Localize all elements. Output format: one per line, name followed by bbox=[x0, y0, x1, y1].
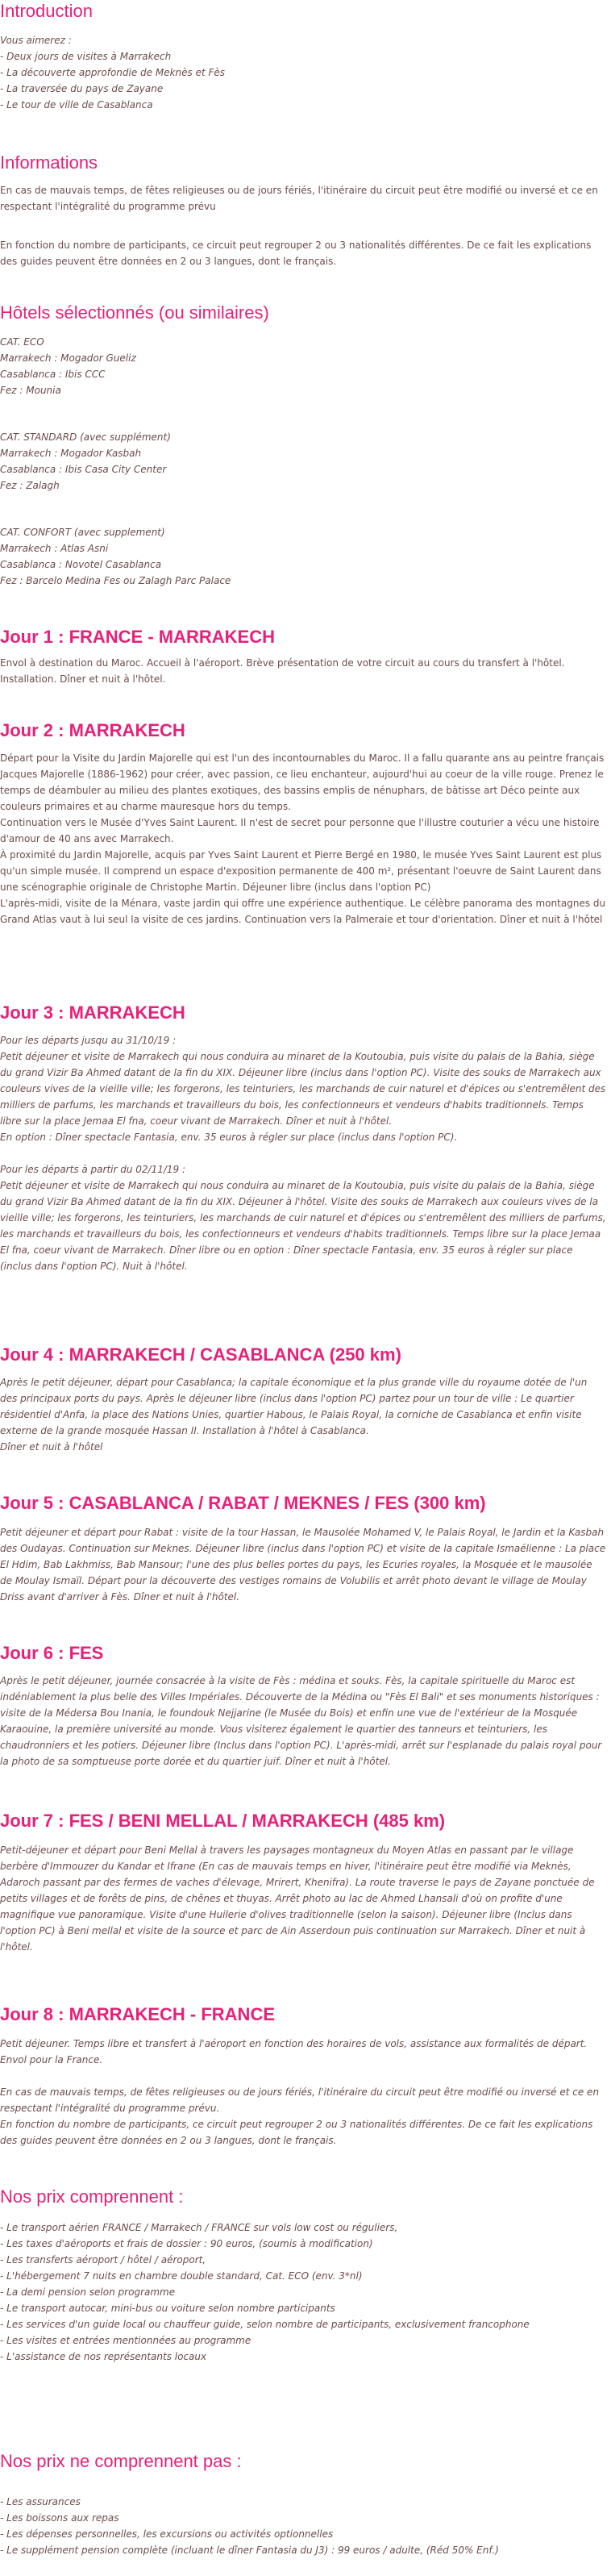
hotel-line: Marrakech : Atlas Asni bbox=[0, 543, 109, 554]
excluded-item: - Les boissons aux repas bbox=[0, 2512, 119, 2524]
hotels-group-eco bbox=[0, 334, 606, 398]
included-item: - L'assistance de nos représentants locaux bbox=[0, 2351, 207, 2362]
hotel-category: CAT. STANDARD (avec supplément) bbox=[0, 431, 171, 443]
informations-body-2 bbox=[0, 237, 606, 269]
included-item: - Le transport aérien FRANCE / Marrakech / FRANCE sur vols low cost ou réguliers, bbox=[0, 2222, 398, 2233]
included-title: Nos prix comprennent : bbox=[0, 2186, 184, 2207]
day-1-title: Jour 1 : FRANCE - MARRAKECH bbox=[0, 627, 275, 647]
day-4-title: Jour 4 : MARRAKECH / CASABLANCA (250 km) bbox=[0, 1344, 401, 1365]
informations-title: Informations bbox=[0, 152, 98, 173]
included-item: - Les transferts aéroport / hôtel / aéroport, bbox=[0, 2254, 206, 2265]
hotel-line: Casablanca : Ibis Casa City Center bbox=[0, 464, 167, 475]
hotel-category: CAT. ECO bbox=[0, 336, 44, 348]
day-1-text: Envol à destination du Maroc. Accueil à l'aéroport. Brève présentation de votre circuit au cours du transfert à l'hôtel. Installation. Dîner et nuit à l'hôtel. bbox=[0, 657, 565, 685]
included-item: - Le transport autocar, mini-bus ou voiture selon nombre participants bbox=[0, 2303, 335, 2314]
informations-paragraph: En cas de mauvais temps, de fêtes religieuses ou de jours fériés, l'itinéraire du circuit peut être modifié ou inversé et ce en respectant l'intégralité du programme prévu bbox=[0, 185, 598, 212]
day-4-text-wrap bbox=[0, 1374, 606, 1455]
day-6-text-wrap bbox=[0, 1673, 606, 1769]
intro-line: - Deux jours de visites à Marrakech bbox=[0, 51, 172, 62]
hotel-line: Marrakech : Mogador Kasbah bbox=[0, 448, 142, 459]
introduction-list bbox=[0, 32, 606, 113]
hotels-group-confort bbox=[0, 524, 606, 589]
intro-line: Vous aimerez : bbox=[0, 35, 72, 46]
informations-body bbox=[0, 182, 606, 215]
day-8-text-wrap bbox=[0, 2036, 606, 2149]
day-6-text: Après le petit déjeuner, journée consacrée à la visite de Fès : médina et souks. Fès, la capitale spirituelle du Maroc est indéniablement la plus belle des Villes Impériales. Découverte de la Médina ou "Fès El Bali" et ses monuments historiques : visite de la Médersa Bou Inania, le foundouk Nejjarine (le Musée du Bois) et enfin une vue de l'extérieur de la Mosquée Karaouine, la première université au monde. Vous visiterez également le quartier des tanneurs et teinturiers, les chaudronniers et les potiers. Déjeuner libre (Inclus dans l'option PC). L'après-midi, arrêt sur l'esplanade du palais royal pour la photo de sa somptueuse porte dorée et du quartier juif. Dîner et nuit à l'hôtel. bbox=[0, 1675, 602, 1767]
included-item: - Les services d'un guide local ou chauffeur guide, selon nombre de participants, exclusivement francophone bbox=[0, 2319, 530, 2330]
excluded-list bbox=[0, 2494, 606, 2558]
day-3-title: Jour 3 : MARRAKECH bbox=[0, 1002, 185, 1023]
intro-line: - La traversée du pays de Zayane bbox=[0, 83, 164, 94]
hotels-title: Hôtels sélectionnés (ou similaires) bbox=[0, 302, 269, 323]
intro-line: - Le tour de ville de Casablanca bbox=[0, 99, 153, 110]
hotel-line: Casablanca : Novotel Casablanca bbox=[0, 559, 162, 570]
included-item: - Les taxes d'aéroports et frais de dossier : 90 euros, (soumis à modification) bbox=[0, 2238, 373, 2249]
day-8-title: Jour 8 : MARRAKECH - FRANCE bbox=[0, 2004, 275, 2024]
day-6-title: Jour 6 : FES bbox=[0, 1643, 104, 1663]
hotel-line: Fez : Mounia bbox=[0, 385, 61, 396]
included-list bbox=[0, 2220, 606, 2365]
hotel-category: CAT. CONFORT (avec supplement) bbox=[0, 527, 165, 538]
day-7-title: Jour 7 : FES / BENI MELLAL / MARRAKECH (485 km) bbox=[0, 1811, 446, 1831]
hotel-line: Marrakech : Mogador Gueliz bbox=[0, 352, 136, 364]
informations-paragraph: En fonction du nombre de participants, ce circuit peut regrouper 2 ou 3 nationalités différentes. De ce fait les explications des guides peuvent être données en 2 ou 3 langues, dont le français. bbox=[0, 240, 592, 267]
hotel-line: Fez : Zalagh bbox=[0, 480, 60, 491]
day-4-text: Après le petit déjeuner, départ pour Casablanca; la capitale économique et la plus grande ville du royaume dotée de l'un des principaux ports du pays. Après le déjeuner libre (inclus dans l'option PC) partez pour un tour de ville : Le quartier résidentiel d'Anfa, la place des Nations Unies, quartier Habous, le Palais Royal, la corniche de Casablanca et enfin visite externe de la grande mosquée Hassan II. Installation à l'hôtel à Casablanca. Dîner et nuit à l'hôtel bbox=[0, 1377, 588, 1453]
hotel-line: Casablanca : Ibis CCC bbox=[0, 369, 106, 380]
day-7-text-wrap bbox=[0, 1842, 606, 1955]
excluded-title: Nos prix ne comprennent pas : bbox=[0, 2451, 242, 2471]
day-2-title: Jour 2 : MARRAKECH bbox=[0, 720, 185, 740]
day-2-text: Départ pour la Visite du Jardin Majorelle qui est l'un des incontournables du Maroc. Il a fallu quarante ans au peintre français Jacques Majorelle (1886-1962) pour créer, avec passion, ce lieu enchanteur, aujourd'hui au coeur de la ville rouge. Prenez le temps de déambuler au milieu des plantes exotiques, des bassins emplis de nénuphars, de bâtisse art Déco peinte aux couleurs primaires et au charme mauresque hors du temps. Continuation vers le Musée d'Yves Saint Laurent. Il n'est de secret pour personne que l'illustre couturier a vécu une histoire d'amour de 40 ans avec Marrakech. À proximité du Jardin Majorelle, acquis par Yves Saint Laurent et Pierre Bergé en 1980, le musée Yves Saint Laurent est plus qu'un simple musée. Il comprend un espace d'exposition permanente de 400 m², présentant l'oeuvre de Saint Laurent dans une scénographie originale de Christophe Martin. Déjeuner libre (inclus dans l'option PC) L'après-midi, visite de la Ménara, vaste jardin qui offre une expérience authentique. Le célèbre panorama des montagnes du Grand Atlas vaut à lui seul la visite de ces jardins. Continuation vers la Palmeraie et tour d'orientation. Dîner et nuit à l'hôtel bbox=[0, 752, 606, 925]
day-3-text-wrap bbox=[0, 1032, 606, 1274]
day-1-text-wrap bbox=[0, 655, 606, 687]
day-8-text: Petit déjeuner. Temps libre et transfert à l'aéroport en fonction des horaires de vols, assistance aux formalités de départ. Envol pour la France. En cas de mauvais temps, de fêtes religieuses ou de jours fériés, l'itinéraire du circuit peut être modifié ou inversé et ce en respectant l'intégralité du programme prévu. En fonction du nombre de participants, ce circuit peut regrouper 2 ou 3 nationalités différentes. De ce fait les explications des guides peuvent être données en 2 ou 3 langues, dont le français. bbox=[0, 2038, 600, 2146]
excluded-item: - Le supplément pension complète (incluant le dîner Fantasia du J3) : 99 euros / adulte, (Réd 50% Enf.) bbox=[0, 2545, 499, 2556]
day-5-text: Petit déjeuner et départ pour Rabat : visite de la tour Hassan, le Mausolée Mohamed V, le Palais Royal, le Jardin et la Kasbah des Oudayas. Continuation sur Meknes. Déjeuner libre (inclus dans l'option PC) et visite de la capitale Ismaélienne : La place El Hdim, Bab Lakhmiss, Bab Mansour; l'une des plus belles portes du pays, les Ecuries royales, la Mosquée et le mausolée de Moulay Ismaïl. Départ pour la découverte des vestiges romains de Volubilis et arrêt photo devant le village de Moulay Driss avant d'arriver à Fès. Dîner et nuit à l'hôtel. bbox=[0, 1527, 606, 1603]
introduction-title: Introduction bbox=[0, 1, 93, 21]
included-item: - Les visites et entrées mentionnées au programme bbox=[0, 2335, 251, 2346]
intro-line: - La découverte approfondie de Meknès et Fès bbox=[0, 67, 226, 78]
included-item: - L'hébergement 7 nuits en chambre double standard, Cat. ECO (env. 3*nl) bbox=[0, 2270, 363, 2282]
hotel-line: Fez : Barcelo Medina Fes ou Zalagh Parc Palace bbox=[0, 575, 231, 586]
day-5-title: Jour 5 : CASABLANCA / RABAT / MEKNES / FES (300 km) bbox=[0, 1493, 486, 1513]
day-5-text-wrap bbox=[0, 1524, 606, 1605]
day-2-text-wrap bbox=[0, 750, 606, 927]
included-item: - La demi pension selon programme bbox=[0, 2286, 176, 2298]
hotels-group-standard bbox=[0, 429, 606, 494]
excluded-item: - Les assurances bbox=[0, 2496, 81, 2507]
day-3-text: Pour les départs jusqu au 31/10/19 : Petit déjeuner et visite de Marrakech qui nous conduira au minaret de la Koutoubia, puis visite du palais de la Bahia, siège du grand Vizir Ba Ahmed datant de la fin du XIX. Déjeuner libre (inclus dans l'option PC). Visite des souks de Marrakech aux couleurs vives de la vieille ville; les forgerons, les teinturiers, les marchands de cuir naturel et d'épices ou s'entremêlent des milliers de parfums, les marchands et travailleurs du bois, les confectionneurs et vendeurs d'habits traditionnels. Temps libre sur la place Jemaa El fna, coeur vivant de Marrakech. Dîner et nuit à l'hôtel. En option : Dîner spectacle Fantasia, env. 35 euros à régler sur place (inclus dans l'option PC). Pour les départs à partir du 02/11/19 : Petit déjeuner et visite de Marrakech qui nous conduira au minaret de la Koutoubia, puis visite du palais de la Bahia, siège du grand Vizir Ba Ahmed datant de la fin du XIX. Déjeuner à l'hôtel. Visite des souks de Marrakech aux couleurs vives de la vieille ville; les forgerons, les teinturiers, les marchands de cuir naturel et d'épices ou s'entremêlent des milliers de parfums, les marchands et travailleurs du bois, les confectionneurs et vendeurs d'habits traditionnels. Temps libre sur la place Jemaa El fna, coeur vivant de Marrakech. Dîner libre ou en option : Dîner spectacle Fantasia, env. 35 euros à régler sur place (inclus dans l'option PC). Nuit à l'hôtel. bbox=[0, 1035, 606, 1272]
day-7-text: Petit-déjeuner et départ pour Beni Mellal à travers les paysages montagneux du Moyen Atlas en passant par le village berbère d'Immouzer du Kandar et Ifrane (En cas de mauvais temps en hiver, l'itinéraire peut être modifié via Meknès, Adaroch passant par des fermes de vaches d'élevage, Mrirert, Khenifra). La route traverse le pays de Zayane ponctuée de petits villages et de forêts de pins, de chênes et thuyas. Arrêt photo au lac de Ahmed Lhansali d'où on profite d'une magnifique vue panoramique. Visite d'une Huilerie d'olives traditionnelle (selon la saison). Déjeuner libre (Inclus dans l'option PC) à Beni mellal et visite de la source et parc de Ain Asserdoun puis continuation sur Marrakech. Dîner et nuit à l'hôtel. bbox=[0, 1844, 595, 1953]
excluded-item: - Les dépenses personnelles, les excursions ou activités optionnelles bbox=[0, 2528, 334, 2540]
